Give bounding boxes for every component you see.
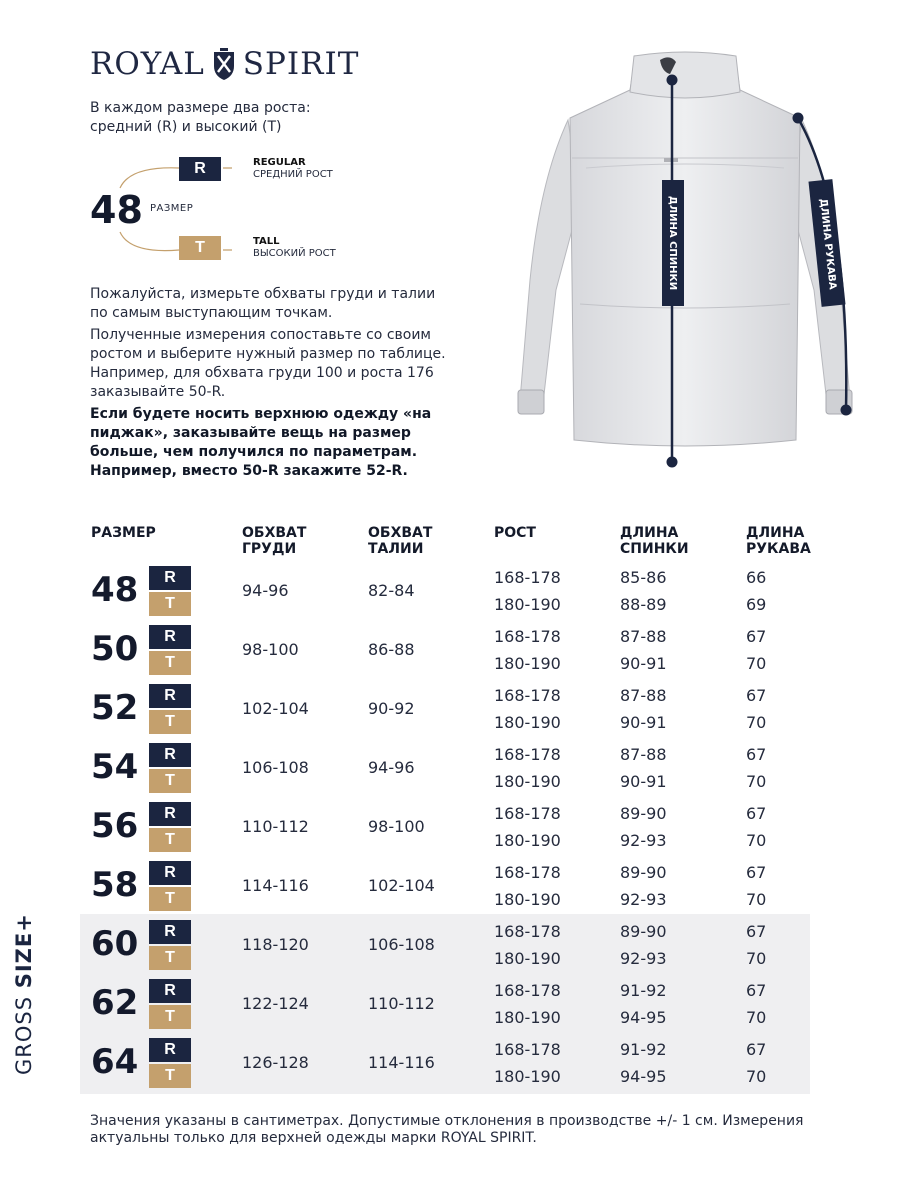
intro-line: В каждом размере два роста: [90,100,311,116]
regular-badge: R [149,920,191,944]
regular-badge: R [149,743,191,767]
chest-cell: 98-100 [242,640,299,659]
tall-badge: T [149,592,191,616]
size-number: 56 [91,806,139,846]
tall-legend [253,236,336,260]
chest-cell: 106-108 [242,758,309,777]
waist-cell: 94-96 [368,758,415,777]
instruction-line: по самым выступающим точкам. [90,305,333,321]
sleeve-length-start-dot [793,113,804,124]
footnote-line: Значения указаны в сантиметрах. Допустимые отклонения в производстве +/- 1 см. Измерения [90,1113,804,1129]
sleeve-regular-cell: 67 [746,981,767,1000]
table-row [0,1038,900,1097]
table-row [0,979,900,1038]
brand-left: ROYAL [90,46,205,82]
tall-badge: T [149,1064,191,1088]
height-tall-cell: 180-190 [494,713,561,732]
tall-badge: T [149,710,191,734]
sleeve-regular-cell: 66 [746,568,767,587]
table-row [0,920,900,979]
legend-size-caption: РАЗМЕР [150,203,194,214]
instruction-line: Если будете носить верхнюю одежду «на [90,406,432,422]
table-row [0,684,900,743]
tall-subtitle: ВЫСОКИЙ РОСТ [253,248,336,259]
back-regular-cell: 91-92 [620,1040,667,1059]
chest-cell: 94-96 [242,581,289,600]
sleeve-regular-cell: 67 [746,922,767,941]
instruction-paragraph-1 [90,285,450,323]
regular-badge: R [149,861,191,885]
instruction-line: Например, вместо 50-R закажите 52-R. [90,463,408,479]
header-line: ДЛИНА [746,525,805,541]
sleeve-tall-cell: 70 [746,949,767,968]
size-number: 50 [91,629,139,669]
header-sleeve-length [746,525,811,557]
instruction-line: Например, для обхвата груди 100 и роста 176 [90,365,434,381]
sleeve-tall-cell: 70 [746,772,767,791]
sleeve-regular-cell: 67 [746,627,767,646]
tall-badge: T [179,236,221,260]
sleeve-regular-cell: 67 [746,745,767,764]
regular-badge: R [149,1038,191,1062]
header-waist [368,525,432,557]
back-regular-cell: 91-92 [620,981,667,1000]
header-line: ТАЛИИ [368,541,424,557]
size-number: 48 [91,570,139,610]
tall-badge: T [149,946,191,970]
chest-cell: 114-116 [242,876,309,895]
back-tall-cell: 90-91 [620,713,667,732]
back-tall-cell: 92-93 [620,831,667,850]
tall-badge: T [149,769,191,793]
size-number: 62 [91,983,139,1023]
table-row [0,625,900,684]
back-length-start-dot [667,75,678,86]
chest-cell: 102-104 [242,699,309,718]
brand-logo [90,46,359,82]
sleeve-tall-cell: 70 [746,713,767,732]
height-regular-cell: 168-178 [494,1040,561,1059]
back-tall-cell: 90-91 [620,654,667,673]
height-regular-cell: 168-178 [494,686,561,705]
chest-cell: 110-112 [242,817,309,836]
brand-right: SPIRIT [242,46,360,82]
size-number: 64 [91,1042,139,1082]
sleeve-regular-cell: 67 [746,686,767,705]
height-tall-cell: 180-190 [494,831,561,850]
height-regular-cell: 168-178 [494,863,561,882]
back-length-end-dot [667,457,678,468]
tall-badge: T [149,887,191,911]
regular-badge: R [179,157,221,181]
size-number: 52 [91,688,139,728]
height-tall-cell: 180-190 [494,890,561,909]
instruction-line: больше, чем получился по параметрам. [90,444,418,460]
height-regular-cell: 168-178 [494,804,561,823]
regular-subtitle: СРЕДНИЙ РОСТ [253,169,333,180]
header-line: ОБХВАТ [368,525,433,541]
footnote [90,1113,810,1147]
crest-icon [211,46,237,82]
size-number: 58 [91,865,139,905]
instruction-line: ростом и выберите нужный размер по таблице. [90,346,446,362]
gross-prefix: GROSS [12,988,36,1075]
sleeve-tall-cell: 70 [746,654,767,673]
back-regular-cell: 89-90 [620,863,667,882]
jacket-diagram [500,40,870,480]
sleeve-regular-cell: 67 [746,863,767,882]
back-tall-cell: 92-93 [620,949,667,968]
instruction-paragraph-2 [90,326,450,402]
waist-cell: 86-88 [368,640,415,659]
jacket-illustration [518,52,852,446]
waist-cell: 110-112 [368,994,435,1013]
height-tall-cell: 180-190 [494,949,561,968]
gross-size-label [12,913,36,1075]
instruction-line: заказывайте 50-R. [90,384,226,400]
waist-cell: 90-92 [368,699,415,718]
header-line: ДЛИНА [620,525,679,541]
height-regular-cell: 168-178 [494,745,561,764]
sleeve-regular-cell: 67 [746,1040,767,1059]
back-regular-cell: 87-88 [620,627,667,646]
tall-badge: T [149,1005,191,1029]
waist-cell: 114-116 [368,1053,435,1072]
back-tall-cell: 88-89 [620,595,667,614]
back-regular-cell: 87-88 [620,686,667,705]
height-tall-cell: 180-190 [494,772,561,791]
table-row [0,566,900,625]
tall-badge: T [149,828,191,852]
regular-badge: R [149,566,191,590]
sleeve-tall-cell: 70 [746,1067,767,1086]
table-row [0,743,900,802]
height-regular-cell: 168-178 [494,981,561,1000]
back-tall-cell: 92-93 [620,890,667,909]
instruction-paragraph-3 [90,405,450,481]
legend-size-number: 48 [90,188,143,232]
back-tall-cell: 94-95 [620,1067,667,1086]
sleeve-length-end-dot [841,405,852,416]
footnote-line: актуальны только для верхней одежды марки ROYAL SPIRIT. [90,1130,537,1146]
sleeve-tall-cell: 69 [746,595,767,614]
height-regular-cell: 168-178 [494,627,561,646]
gross-bold: SIZE+ [12,913,36,989]
header-line: РУКАВА [746,541,811,557]
header-line: ГРУДИ [242,541,297,557]
header-line: ОБХВАТ [242,525,307,541]
back-regular-cell: 85-86 [620,568,667,587]
header-back-length [620,525,689,557]
regular-legend [253,157,333,181]
waist-cell: 82-84 [368,581,415,600]
sleeve-length-label: ДЛИНА РУКАВА [817,197,838,291]
header-line: СПИНКИ [620,541,689,557]
chest-cell: 122-124 [242,994,309,1013]
back-regular-cell: 87-88 [620,745,667,764]
back-regular-cell: 89-90 [620,922,667,941]
tall-title: TALL [253,236,280,247]
header-size: РАЗМЕР [91,525,156,541]
table-row [0,802,900,861]
regular-badge: R [149,684,191,708]
sleeve-tall-cell: 70 [746,1008,767,1027]
regular-badge: R [149,979,191,1003]
regular-badge: R [149,802,191,826]
header-chest [242,525,306,557]
table-row [0,861,900,920]
instruction-line: Полученные измерения сопоставьте со своим [90,327,431,343]
back-length-label: ДЛИНА СПИНКИ [667,195,678,291]
height-tall-cell: 180-190 [494,654,561,673]
sleeve-tall-cell: 70 [746,890,767,909]
instruction-line: пиджак», заказывайте вещь на размер [90,425,411,441]
regular-title: REGULAR [253,157,306,168]
waist-cell: 106-108 [368,935,435,954]
intro-line: средний (R) и высокий (T) [90,119,282,135]
sleeve-tall-cell: 70 [746,831,767,850]
waist-cell: 102-104 [368,876,435,895]
instruction-line: Пожалуйста, измерьте обхваты груди и талии [90,286,436,302]
back-tall-cell: 94-95 [620,1008,667,1027]
back-regular-cell: 89-90 [620,804,667,823]
height-tall-cell: 180-190 [494,1067,561,1086]
intro-text [90,99,420,137]
back-tall-cell: 90-91 [620,772,667,791]
height-tall-cell: 180-190 [494,595,561,614]
height-regular-cell: 168-178 [494,568,561,587]
height-regular-cell: 168-178 [494,922,561,941]
header-height: РОСТ [494,525,536,541]
regular-badge: R [149,625,191,649]
chest-cell: 126-128 [242,1053,309,1072]
height-tall-cell: 180-190 [494,1008,561,1027]
size-number: 54 [91,747,139,787]
waist-cell: 98-100 [368,817,425,836]
chest-cell: 118-120 [242,935,309,954]
size-number: 60 [91,924,139,964]
tall-badge: T [149,651,191,675]
sleeve-regular-cell: 67 [746,804,767,823]
